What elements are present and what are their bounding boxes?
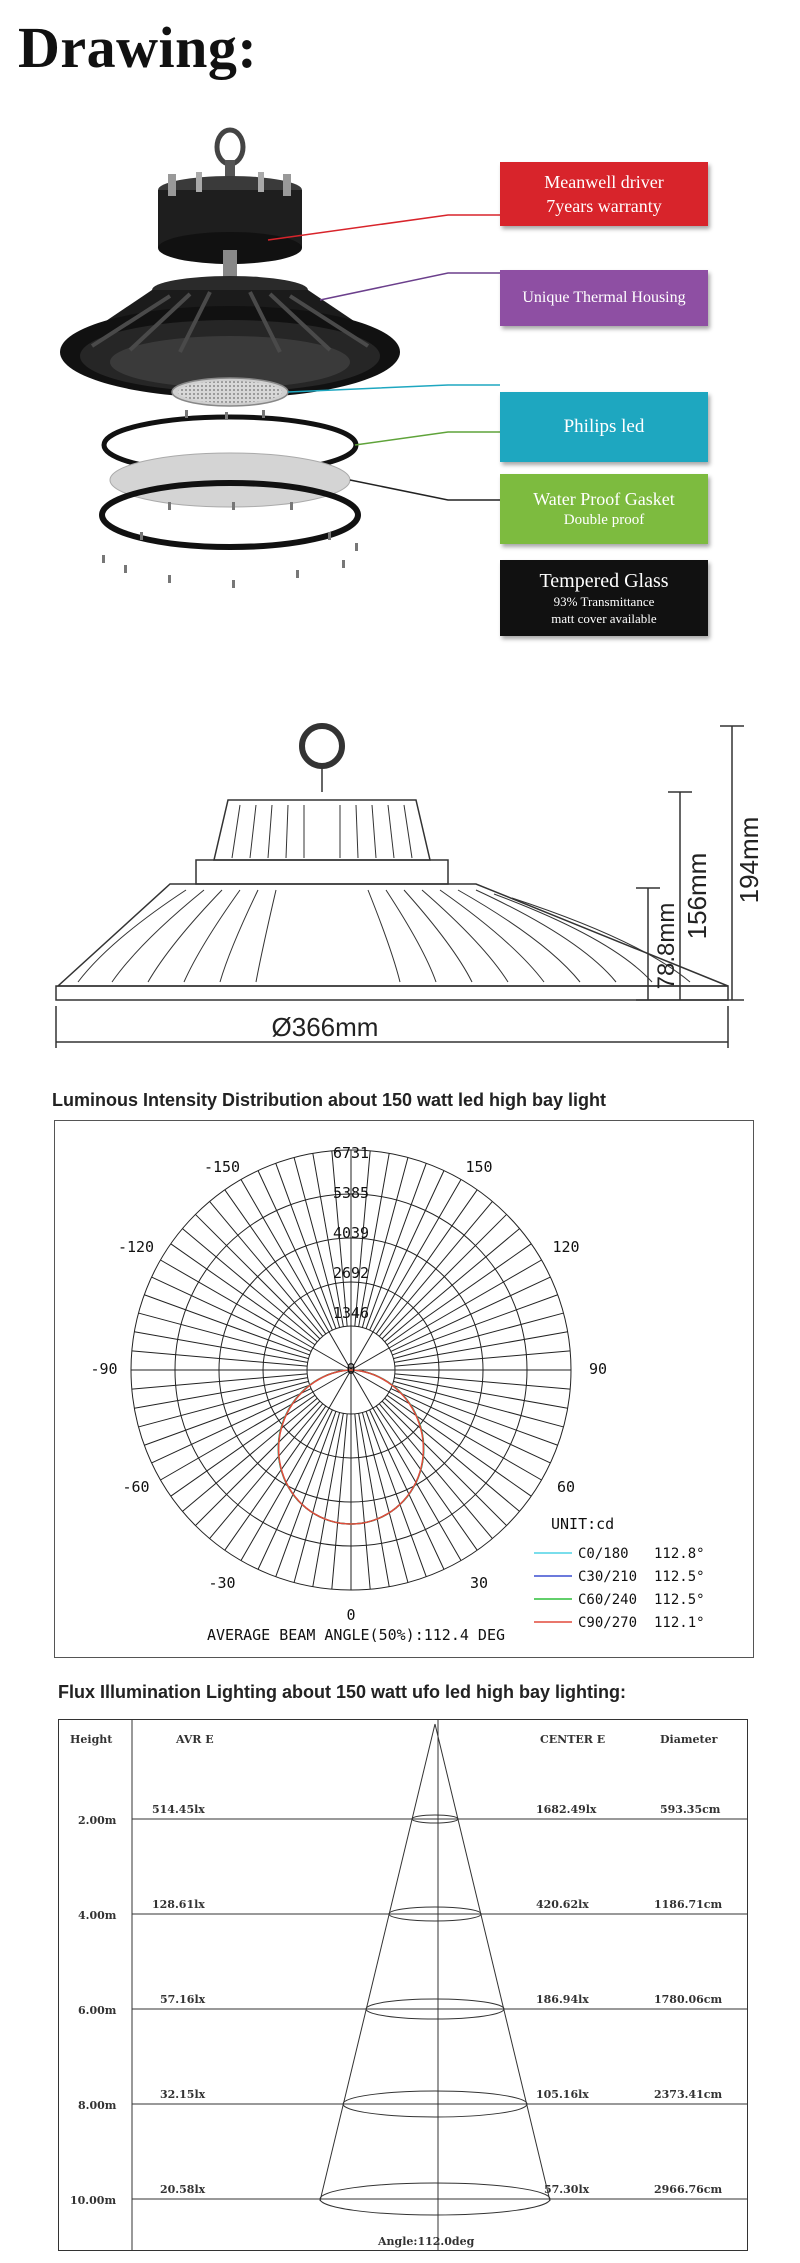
polar-heading: Luminous Intensity Distribution about 150 watt led high bay light [52, 1090, 607, 1110]
row-center: 420.62lx [536, 1898, 589, 1911]
beam-cone-right [435, 1724, 550, 2201]
polar-grid-spoke [389, 1392, 541, 1480]
polar-grid-spoke [373, 1408, 461, 1560]
average-beam-angle: AVERAGE BEAM ANGLE(50%):112.4 DEG [206, 1626, 506, 1644]
polar-grid-spoke-inner [351, 1348, 389, 1370]
label-water-proof-gasket [500, 474, 708, 544]
driver-box [158, 172, 302, 280]
polar-grid-spoke-inner [313, 1348, 351, 1370]
row-diameter: 1780.06cm [654, 1993, 723, 2006]
flux-diagram [58, 1719, 748, 2251]
beam-cone-left [320, 1724, 435, 2201]
row-center: 1682.49lx [536, 1803, 597, 1816]
row-center: 105.16lx [536, 2088, 589, 2101]
label-meanwell-driver [500, 162, 708, 226]
polar-grid-spoke [385, 1398, 520, 1511]
row-avr: 514.45lx [152, 1803, 205, 1816]
polar-grid-spoke [241, 1408, 329, 1560]
row-height: 4.00m [78, 1909, 117, 1922]
radial-label: 2692 [332, 1264, 370, 1282]
dimension-drawing [0, 710, 800, 1080]
row-height: 10.00m [70, 2194, 117, 2207]
polar-grid-spoke [160, 1392, 312, 1480]
angle-label: -30 [208, 1574, 236, 1592]
polar-grid-spoke [359, 1413, 390, 1586]
dim-driver-body [214, 800, 430, 860]
row-diameter: 593.35cm [660, 1803, 721, 1816]
row-avr: 20.58lx [160, 2183, 206, 2196]
leader-line-glass [350, 480, 500, 500]
led-module [172, 378, 288, 406]
polar-grid-spoke [210, 1404, 323, 1539]
leader-line-housing [320, 273, 500, 300]
legend-value: 112.5° [654, 1569, 705, 1585]
angle-label: -120 [117, 1238, 155, 1256]
unit-label: UNIT:cd [551, 1515, 615, 1533]
dim-base-height: 78.8mm [653, 902, 680, 990]
polar-grid-spoke [160, 1260, 312, 1348]
angle-label: 90 [588, 1360, 608, 1378]
row-center: 57.30lx [544, 2183, 590, 2196]
polar-grid-spoke [241, 1179, 329, 1331]
row-avr: 128.61lx [152, 1898, 205, 1911]
angle-label: 30 [469, 1574, 489, 1592]
row-height: 2.00m [78, 1814, 117, 1827]
polar-grid-spoke [182, 1398, 317, 1511]
row-avr: 32.15lx [160, 2088, 206, 2101]
label-line: Meanwell driver [544, 172, 664, 192]
dim-hook-ring [302, 726, 342, 766]
dim-diameter: Ø366mm [271, 1012, 379, 1042]
polar-grid-spoke [134, 1332, 307, 1363]
label-line: Double proof [563, 512, 645, 528]
polar-grid-spoke [379, 1201, 492, 1336]
label-line: matt cover available [551, 611, 657, 626]
dim-fins [78, 890, 690, 982]
hook-ring [217, 130, 243, 182]
polar-grid-spoke [379, 1404, 492, 1539]
row-diameter: 1186.71cm [654, 1898, 723, 1911]
label-philips-led [500, 392, 708, 462]
label-line: Tempered Glass [539, 570, 669, 592]
radial-label: 5385 [332, 1184, 370, 1202]
label-line: Water Proof Gasket [533, 489, 675, 509]
label-line: 93% Transmittance [553, 594, 655, 609]
angle-label: 150 [465, 1158, 493, 1176]
label-line: Philips led [563, 416, 645, 437]
polar-grid-spoke [394, 1378, 567, 1409]
row-center: 186.94lx [536, 1993, 589, 2006]
legend-name: C30/210 [578, 1569, 638, 1585]
label-line: 7years warranty [546, 196, 662, 216]
col-header-center: CENTER E [540, 1733, 606, 1746]
angle-label: 120 [552, 1238, 580, 1256]
angle-label: 60 [556, 1478, 576, 1496]
label-thermal-housing [500, 270, 708, 326]
col-header-avr: AVR E [176, 1733, 214, 1746]
col-header-height: Height [70, 1733, 113, 1746]
row-avr: 57.16lx [160, 1993, 206, 2006]
leader-line-gasket [355, 432, 500, 445]
radial-label: 1346 [332, 1304, 370, 1322]
beam-angle-label: Angle:112.0deg [378, 2235, 475, 2248]
polar-grid-spoke [258, 1410, 332, 1570]
polar-grid-spoke [152, 1277, 312, 1351]
row-diameter: 2966.76cm [654, 2183, 723, 2196]
polar-legend [534, 1546, 705, 1631]
polar-grid-spoke [138, 1313, 308, 1359]
polar-grid-spoke [182, 1229, 317, 1342]
legend-value: 112.1° [654, 1615, 705, 1631]
polar-grid-spoke [294, 1412, 340, 1582]
radial-label: 6731 [332, 1144, 370, 1162]
legend-name: C0/180 [578, 1546, 629, 1562]
page-title: Drawing: [18, 15, 258, 80]
dim-body-height: 156mm [682, 852, 712, 940]
polar-grid-spoke [370, 1171, 444, 1331]
radial-label: 4039 [332, 1224, 370, 1242]
polar-grid-spoke [313, 1413, 344, 1586]
leader-line-driver [268, 215, 500, 240]
label-tempered-glass [500, 560, 708, 636]
dim-fins-body [58, 884, 728, 986]
polar-grid-spoke [389, 1260, 541, 1348]
polar-grid-spoke [394, 1332, 567, 1363]
angle-label: -150 [203, 1158, 241, 1176]
polar-grid-spoke [393, 1313, 563, 1359]
legend-name: C60/240 [578, 1592, 638, 1608]
row-height: 6.00m [78, 2004, 117, 2017]
angle-label: -90 [90, 1360, 118, 1378]
row-height: 8.00m [78, 2099, 117, 2112]
polar-grid-spoke [152, 1389, 312, 1463]
polar-grid-spoke [362, 1412, 408, 1582]
flux-heading: Flux Illumination Lighting about 150 watt ufo led high bay lighting: [58, 1682, 626, 1702]
row-diameter: 2373.41cm [654, 2088, 723, 2101]
polar-grid-spoke [391, 1277, 551, 1351]
polar-grid-spoke [385, 1229, 520, 1342]
polar-grid-spoke [134, 1378, 307, 1409]
angle-label: 0 [346, 1606, 356, 1624]
angle-label: -60 [122, 1478, 150, 1496]
dim-total-height: 194mm [734, 816, 764, 904]
polar-grid-spoke [391, 1389, 551, 1463]
polar-grid-spoke [373, 1179, 461, 1331]
polar-grid-spoke [210, 1201, 323, 1336]
label-line: Unique Thermal Housing [522, 289, 686, 306]
polar-grid-spoke [258, 1171, 332, 1331]
legend-name: C90/270 [578, 1615, 638, 1631]
legend-value: 112.5° [654, 1592, 705, 1608]
polar-chart [54, 1120, 754, 1658]
col-header-diameter: Diameter [660, 1733, 718, 1746]
polar-grid-spoke [370, 1410, 444, 1570]
legend-value: 112.8° [654, 1546, 705, 1562]
radial-label: 0 [346, 1360, 356, 1378]
polar-grid-spoke [362, 1157, 408, 1327]
polar-grid-spoke [294, 1157, 340, 1327]
